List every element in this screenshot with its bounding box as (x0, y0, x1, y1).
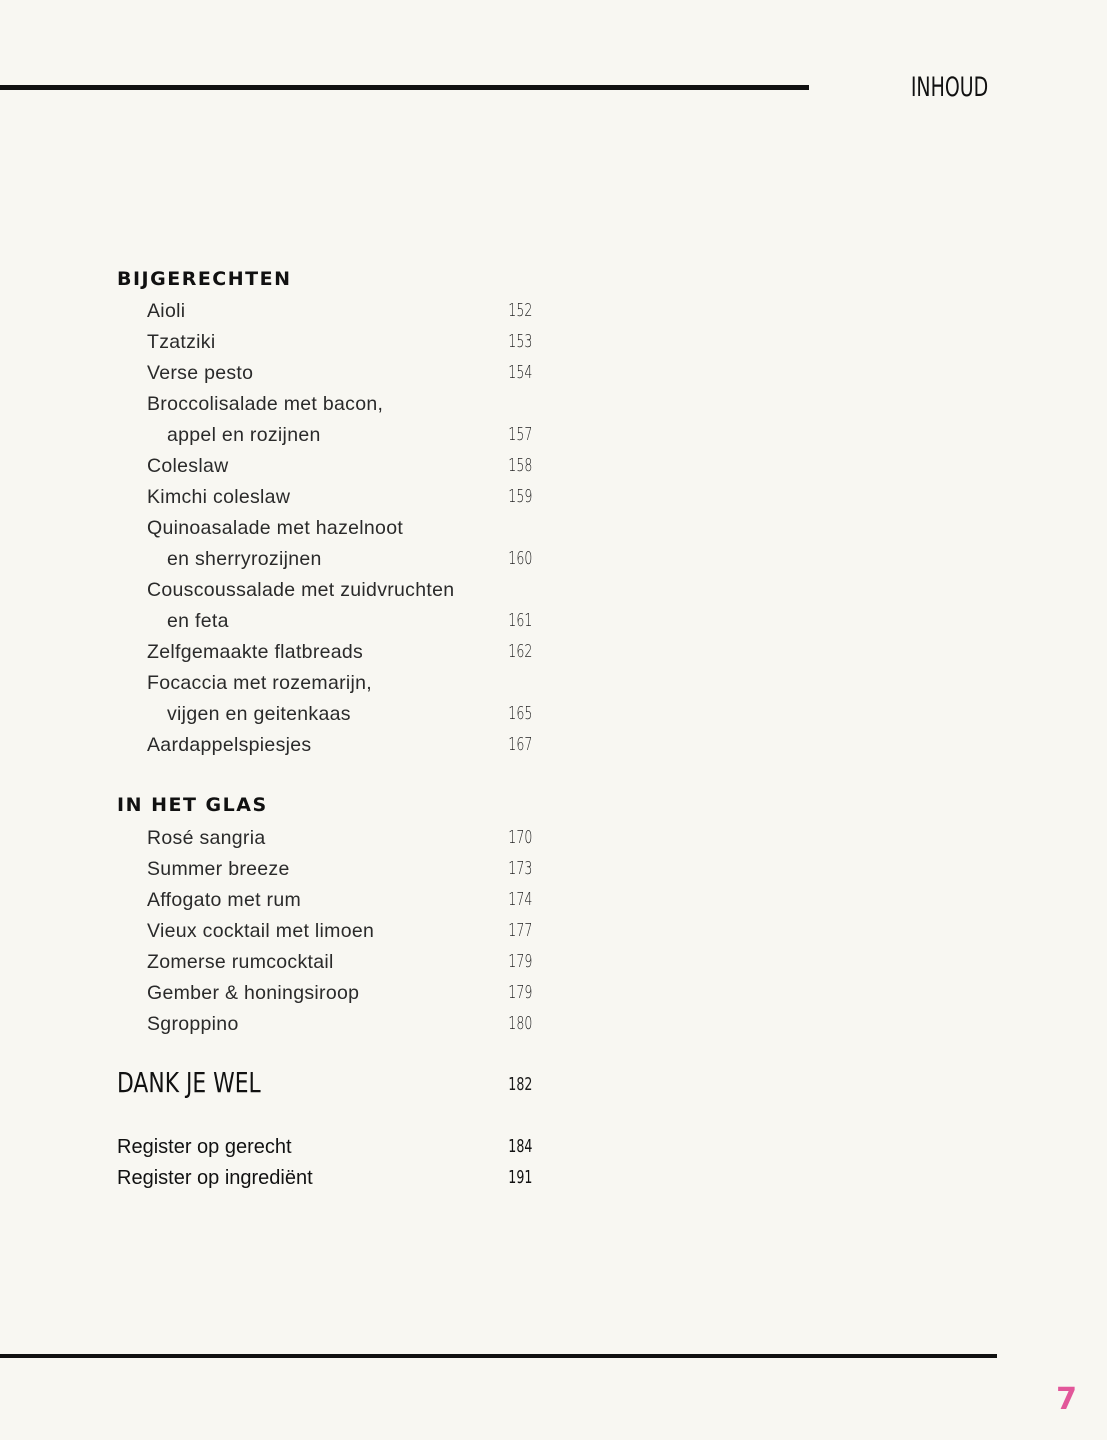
entry-label: vijgen en geitenkaas (167, 703, 351, 725)
toc-entry[interactable] (147, 951, 532, 982)
entry-label: Tzatziki (147, 331, 216, 353)
register-label: Register op ingrediënt (117, 1167, 313, 1189)
toc-entry[interactable] (147, 362, 532, 393)
toc-entry[interactable] (147, 641, 532, 672)
toc-entry-continuation[interactable] (167, 703, 532, 734)
entry-page: 159 (507, 486, 532, 507)
entry-label: Kimchi coleslaw (147, 486, 291, 508)
entry-page: 170 (507, 827, 532, 848)
entry-page: 154 (507, 362, 532, 383)
entry-page: 179 (507, 982, 532, 1003)
entry-page: 152 (507, 300, 532, 321)
toc-entry-register[interactable] (117, 1136, 532, 1167)
entry-page: 158 (507, 455, 532, 476)
toc-entry-continuation[interactable] (167, 424, 532, 455)
toc-entry[interactable] (147, 734, 532, 765)
toc-entry[interactable] (147, 827, 532, 858)
entry-label: Summer breeze (147, 858, 290, 880)
entry-label: Zelfgemaakte flatbreads (147, 641, 364, 663)
entry-page: 165 (507, 703, 532, 724)
entry-page: 162 (507, 641, 532, 662)
entry-label: Focaccia met rozemarijn, (147, 672, 373, 694)
section-heading-in-het-glas: IN HET GLAS (117, 794, 268, 816)
toc-entry[interactable] (147, 455, 532, 486)
entry-label: appel en rozijnen (167, 424, 321, 446)
entry-page: 160 (507, 548, 532, 569)
toc-entry[interactable] (147, 486, 532, 517)
toc-entry[interactable] (147, 300, 532, 331)
toc-entry-continuation[interactable] (167, 610, 532, 641)
entry-page: 177 (507, 920, 532, 941)
bottom-rule (0, 1354, 997, 1358)
entry-label: Gember & honingsiroop (147, 982, 360, 1004)
toc-entry-register[interactable] (117, 1167, 532, 1198)
entry-label: en feta (167, 610, 229, 632)
entry-page: 184 (507, 1136, 532, 1157)
page-title: INHOUD (910, 72, 988, 103)
toc-entry[interactable] (147, 858, 532, 889)
entry-page: 157 (507, 424, 532, 445)
entry-page: 167 (507, 734, 532, 755)
entry-label: Coleslaw (147, 455, 229, 477)
toc-entry[interactable] (147, 1013, 532, 1044)
entry-label: Rosé sangria (147, 827, 266, 849)
entry-label: Affogato met rum (147, 889, 302, 911)
entry-page: 180 (507, 1013, 532, 1034)
entry-page: 182 (507, 1074, 532, 1095)
entry-label: Sgroppino (147, 1013, 239, 1035)
toc-entry[interactable] (147, 672, 532, 703)
toc-entry-continuation[interactable] (167, 548, 532, 579)
entry-page: 174 (507, 889, 532, 910)
toc-entry[interactable] (147, 982, 532, 1013)
entry-label: Quinoasalade met hazelnoot (147, 517, 404, 539)
section-heading-bijgerechten: BIJGERECHTEN (117, 268, 292, 290)
register-label: Register op gerecht (117, 1136, 292, 1158)
entry-page: 179 (507, 951, 532, 972)
entry-label: Verse pesto (147, 362, 254, 384)
entry-label: en sherryrozijnen (167, 548, 322, 570)
toc-entry[interactable] (147, 579, 532, 610)
entry-page: 161 (507, 610, 532, 631)
entry-label: Broccolisalade met bacon, (147, 393, 384, 415)
thanks-label: DANK JE WEL (117, 1066, 261, 1099)
toc-entry[interactable] (147, 331, 532, 362)
toc-entry[interactable] (147, 889, 532, 920)
entry-label: Vieux cocktail met limoen (147, 920, 375, 942)
entry-label: Couscoussalade met zuidvruchten (147, 579, 455, 601)
entry-label: Zomerse rumcocktail (147, 951, 334, 973)
top-rule (0, 85, 809, 90)
entry-page: 191 (507, 1167, 532, 1188)
toc-entry[interactable] (147, 517, 532, 548)
entry-page: 153 (507, 331, 532, 352)
toc-entry[interactable] (147, 393, 532, 424)
entry-label: Aardappelspiesjes (147, 734, 312, 756)
entry-page: 173 (507, 858, 532, 879)
page-number: 7 (1056, 1382, 1077, 1417)
toc-entry-thanks[interactable] (117, 1066, 532, 1102)
entry-label: Aioli (147, 300, 186, 322)
toc-entry[interactable] (147, 920, 532, 951)
